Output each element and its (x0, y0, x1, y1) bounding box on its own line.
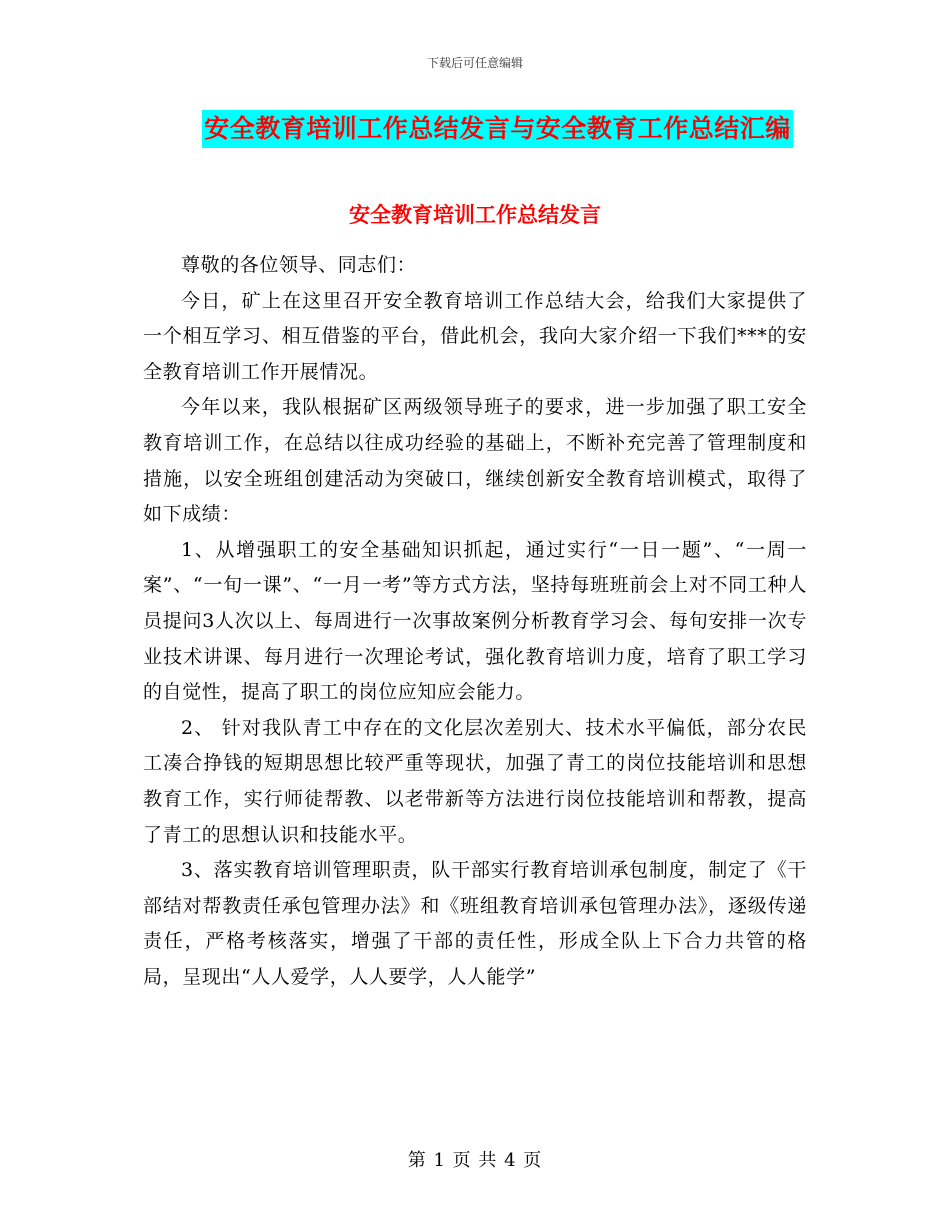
sub-title: 安全教育培训工作总结发言 (349, 202, 601, 227)
main-title-container (0, 110, 950, 148)
paragraph-overview: 今年以来，我队根据矿区两级领导班子的要求，进一步加强了职工安全教育培训工作，在总结以往成功经验的基础上，不断补充完善了管理制度和措施，以安全班组创建活动为突破口，继续创新安全教育培训模式，取得了如下成绩： (143, 396, 807, 526)
paragraph-item-3: 3、落实教育培训管理职责，队干部实行教育培训承包制度，制定了《干部结对帮教责任承包管理办法》和《班组教育培训承包管理办法》，逐级传递责任，严格考核落实，增强了干部的责任性，形成全队上下合力共管的格局，呈现出“人人爱学，人人要学，人人能学” (143, 859, 807, 988)
paragraph-intro: 今日，矿上在这里召开安全教育培训工作总结大会，给我们大家提供了一个相互学习、相互借鉴的平台，借此机会，我向大家介绍一下我们***的安全教育培训工作开展情况。 (143, 289, 807, 383)
paragraph-salutation: 尊敬的各位领导、同志们： (181, 254, 417, 276)
paragraph-item-2: 2、 针对我队青工中存在的文化层次差别大、技术水平偏低，部分农民工凑合挣钱的短期思想比较严重等现状，加强了青工的岗位技能培训和思想教育工作，实行师徒帮教、以老带新等方法进行岗位技能培训和帮教，提高了青工的思想认识和技能水平。 (143, 716, 807, 846)
main-title: 安全教育培训工作总结发言与安全教育工作总结汇编 (202, 110, 793, 148)
paragraph-item-1: 1、从增强职工的安全基础知识抓起，通过实行“一日一题”、“一周一案”、“一旬一课”、“一月一考”等方式方法，坚持每班班前会上对不同工种人员提问3人次以上、每周进行一次事故案例分析教育学习会、每旬安排一次专业技术讲课、每月进行一次理论考试，强化教育培训力度，培育了职工学习的自觉性，提高了职工的岗位应知应会能力。 (143, 538, 807, 704)
page-number-footer: 第 1 页 共 4 页 (407, 1150, 543, 1171)
document-body (143, 248, 807, 995)
page-header-note: 下载后可任意编辑 (426, 56, 523, 70)
